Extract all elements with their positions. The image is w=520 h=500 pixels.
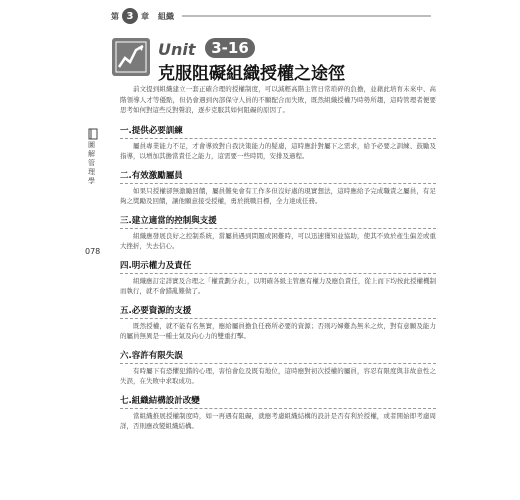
side-label: 圖解管理學 <box>88 141 95 185</box>
chapter-number: 3 <box>122 8 138 24</box>
intro-paragraph: 前文提到組織建立一套正確合理的授權制度，可以減輕高階主管日常瑣碎的負擔，並藉此培育未來中、高階領導人才等優點，但仍會遇到內部保守人員的不願配合而失敗，既然組織授權乃時勢所趨，這時管理者便要思考如何對這些反對聲浪，逐步克服其如何阻礙的原因了。 <box>120 85 436 114</box>
section-3 <box>120 214 436 252</box>
unit-number: 3-16 <box>205 38 255 58</box>
chapter-name: 組織 <box>158 11 174 21</box>
section-text: 有時屬下有恐懼犯錯的心理，害怕會危及既有地位，這時應對初次授權的屬員，容忍有限度與非故意性之失誤，在失敗中求取成功。 <box>120 366 436 385</box>
page-title: 克服阻礙組織授權之途徑 <box>158 64 345 84</box>
chapter-chip <box>111 8 182 24</box>
section-7 <box>120 394 436 432</box>
section-title: 三.建立適當的控制與支援 <box>120 214 436 229</box>
book-icon <box>88 128 98 140</box>
chapter-prefix: 第 <box>111 11 119 21</box>
section-6 <box>120 349 436 387</box>
article-body <box>120 84 436 439</box>
section-title: 七.組織結構設計改變 <box>120 394 436 409</box>
rising-chart-icon <box>112 38 150 76</box>
section-title: 一.提供必要訓練 <box>120 124 436 139</box>
section-title: 五.必要資源的支援 <box>120 304 436 319</box>
section-2 <box>120 169 436 207</box>
section-4 <box>120 259 436 297</box>
section-text: 既然授權，就不能有名無實，應給屬員擔負任務所必要的資源；否則巧婦難為無米之炊，對有意願及能力的屬員無異是一種士氣及向心力的雙重打擊。 <box>120 321 436 340</box>
section-1 <box>120 124 436 162</box>
section-text: 組織應發展良好之控制系統，當屬員遇到問題或困難時，可以迅速獲知並協助，使其不致於產生偏差或重大挫折，失去信心。 <box>120 231 436 250</box>
page-number: 078 <box>85 247 101 256</box>
section-5 <box>120 304 436 342</box>
section-text: 屬員專業能力不足，才會導致對自我決策能力的疑慮，這時應針對屬下之需求，給予必要之訓練、鼓勵及指導，以增加其擔當責任之能力，這需要一些時間，安排及過程。 <box>120 141 436 160</box>
section-title: 六.容許有限失誤 <box>120 349 436 364</box>
section-text: 如果只授權卻無激勵回饋，屬員難免會有工作多但沒好處的現實想法，這時應給予完成職責之屬員，有足夠之獎勵及回饋，讓他願意接受授權，勇於挑戰目標，全力達成任務。 <box>120 186 436 205</box>
section-title: 四.明示權力及責任 <box>120 259 436 274</box>
section-text: 組織應訂定詳實及合理之「權責劃分表」，以明確各級主管應有權力及應負責任，從上而下均按此授權機制而執行，就不會錯亂難做了。 <box>120 276 436 295</box>
chapter-suffix: 章 <box>141 11 149 21</box>
section-text: 當組織推展授權制度時，如一再遇有阻礙，就應考慮組織結構的設計是否有利於授權，或者開始即考慮周詳，否則應改變組織結構。 <box>120 411 436 430</box>
section-title: 二.有效激勵屬員 <box>120 169 436 184</box>
chapter-header <box>111 6 431 26</box>
unit-label: Unit <box>158 40 196 59</box>
